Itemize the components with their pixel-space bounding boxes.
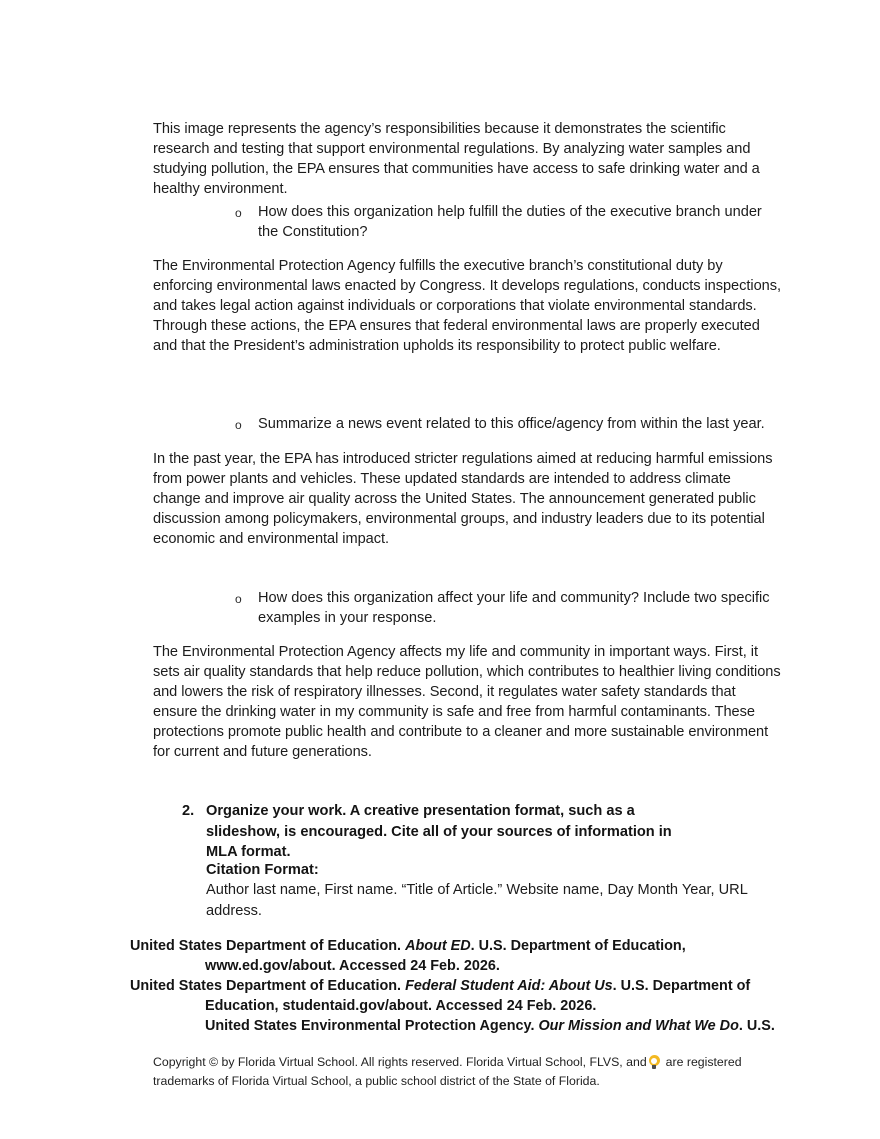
copyright-text-before-logo: Copyright © by Florida Virtual School. All rights reserved. Florida Virtual School, FLVS, and	[153, 1055, 647, 1069]
citation-format-label: Citation Format:	[206, 862, 319, 878]
works-cited-list	[130, 936, 780, 1036]
list-numeral: 2.	[182, 803, 195, 819]
question-3-text: How does this organization affect your life and community? Include two specific examples in your response.	[258, 590, 770, 626]
copyright-text-after-logo: are registered trademarks of Florida Virtual School, a public school district of the State of Florida.	[153, 1055, 742, 1088]
citation-format-template: Author last name, First name. “Title of Article.” Website name, Day Month Year, URL address.	[206, 882, 748, 919]
question-2-text: Summarize a news event related to this office/agency from within the last year.	[258, 416, 765, 432]
works-cited-entry: United States Department of Education. Federal Student Aid: About Us. U.S. Department of Education, studentaid.gov/about. Accessed 24 Feb. 2026.	[130, 978, 751, 1014]
lightbulb-icon	[649, 1055, 661, 1069]
numbered-item-2	[153, 801, 781, 863]
bullet-marker-icon: o	[235, 418, 242, 432]
question-2-bullet	[153, 414, 781, 434]
numbered-item-2-text: Organize your work. A creative presentation format, such as a slideshow, is encouraged. Cite all of your sources of information in MLA format.	[206, 803, 672, 861]
works-cited-entry: United States Department of Education. About ED. U.S. Department of Education, www.ed.gov/about. Accessed 24 Feb. 2026.	[130, 938, 686, 974]
bullet-marker-icon: o	[235, 206, 242, 220]
question-3-answer-paragraph: The Environmental Protection Agency affects my life and community in important ways. First, it sets air quality standards that help reduce pollution, which contributes to healthier living conditions and lowers the risk of respiratory illnesses. Second, it regulates water safety standards that ensure the drinking water in my community is safe and free from harmful contaminants. These protections promote public health and contribute to a cleaner and more sustainable environment for current and future generations.	[153, 643, 781, 760]
copyright-footer	[153, 1053, 753, 1091]
question-1-answer-paragraph: The Environmental Protection Agency fulfills the executive branch’s constitutional duty by enforcing environmental laws enacted by Congress. It develops regulations, conducts inspections, and takes legal action against individuals or corporations that violate environmental standards. Through these actions, the EPA ensures that federal environmental laws are properly executed and that the President’s administration upholds its responsibility to protect public welfare.	[153, 257, 781, 354]
works-cited-entry: United States Environmental Protection Agency. Our Mission and What We Do. U.S.	[205, 1018, 775, 1034]
intro-response-paragraph: This image represents the agency’s responsibilities because it demonstrates the scientific research and testing that support environmental regulations. By analyzing water samples and studying pollution, the EPA ensures that communities have access to safe drinking water and a healthy environment.	[153, 120, 760, 197]
question-1-bullet	[153, 202, 781, 242]
question-1-text: How does this organization help fulfill the duties of the executive branch under the Constitution?	[258, 204, 762, 240]
bullet-marker-icon: o	[235, 592, 242, 606]
question-2-answer-paragraph: In the past year, the EPA has introduced stricter regulations aimed at reducing harmful emissions from power plants and vehicles. These updated standards are intended to address climate change and improve air quality across the United States. The announcement generated public discussion among policymakers, environmental groups, and industry leaders due to its potential economic and environmental impact.	[153, 450, 773, 547]
question-3-bullet	[153, 588, 781, 628]
